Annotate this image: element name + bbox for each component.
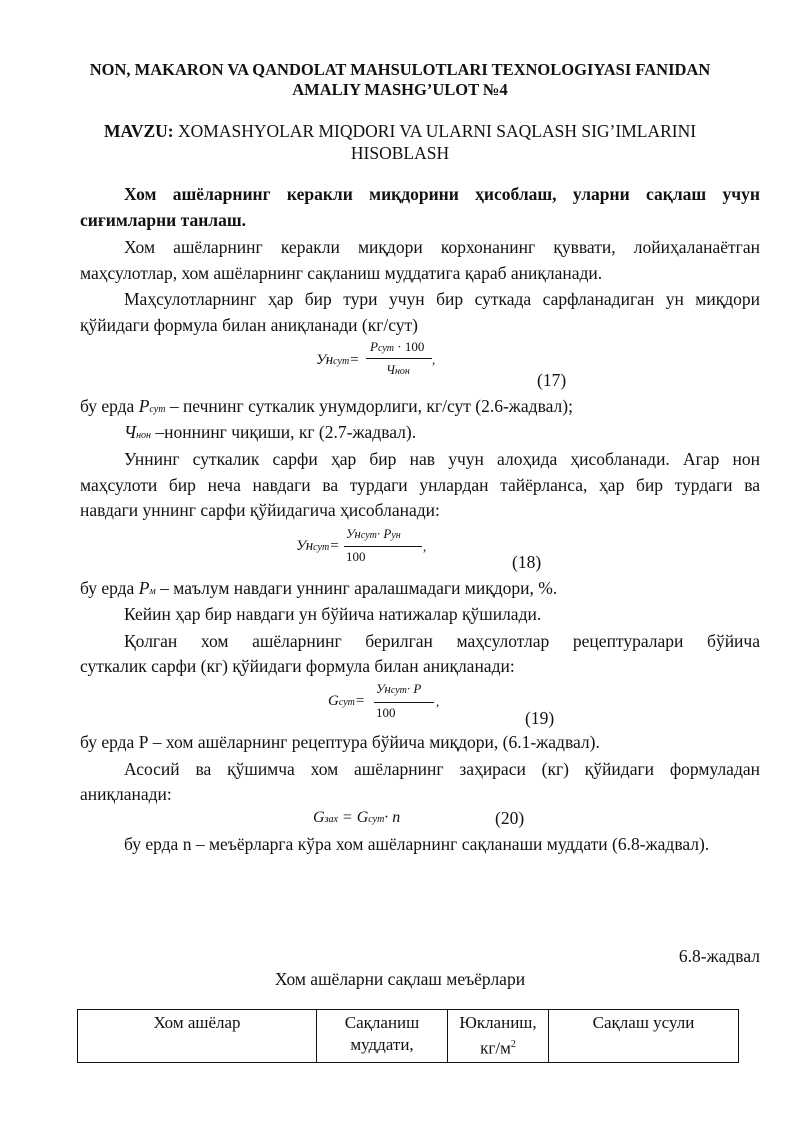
formula-19-numerator: Унсут· Р (376, 681, 422, 696)
formula-17-denominator: Чнон (386, 362, 410, 377)
document-title-line1: NON, MAKARON VA QANDOLAT MAHSULOTLARI TEXNOLOGIYASI FANIDAN (89, 60, 711, 79)
table-header-row (78, 1010, 739, 1063)
paragraph-3-line1: Уннинг суткалик сарфи ҳар бир нав учун алоҳида ҳисобланади. Агар нон (124, 449, 760, 469)
topic-line1 (0, 121, 800, 142)
table-header-cell: Сақлаш усули (549, 1010, 739, 1063)
formula-18-fraction-bar (344, 546, 422, 547)
summation-note: Кейин ҳар бир навдаги ун бўйича натижалар қўшилади. (124, 604, 542, 624)
table-number: 6.8-жадвал (678, 946, 760, 966)
table-caption: Хом ашёларни сақлаш меъёрлари (274, 969, 526, 989)
topic-line2: HISOBLASH (350, 143, 450, 163)
definition-ch-non: Чнон –ноннинг чиқиши, кг (2.7-жадвал). (124, 422, 417, 442)
paragraph-1-line1: Хом ашёларнинг керакли миқдори корхонанинг қуввати, лойиҳаланаётган (124, 237, 760, 257)
formula-20-number: (20) (495, 808, 525, 828)
paragraph-5-line2: аниқланади: (80, 784, 172, 804)
paragraph-4-line2: суткалик сарфи (кг) қўйидаги формула билан аниқланади: (80, 656, 515, 676)
section-heading-line1: Хом ашёларнинг керакли миқдорини ҳисоблаш, уларни сақлаш учун (124, 184, 760, 204)
paragraph-1-line2: маҳсулотлар, хом ашёларнинг сақланиш муддатига қараб аниқланади. (80, 263, 603, 283)
storage-norms-table (77, 1009, 739, 1063)
formula-19-denominator: 100 (376, 705, 396, 720)
formula-17-lhs: Унсут= (316, 352, 360, 368)
table-header-cell: Юкланиш, $кг/м^2$ (448, 1010, 549, 1063)
formula-17-comma: , (432, 352, 436, 367)
definition-p: бу ерда Р – хом ашёларнинг рецептура бўйича миқдори, (6.1-жадвал). (80, 732, 600, 752)
definition-n: бу ерда n – меъёрларга кўра хом ашёларнинг сақланаши муддати (6.8-жадвал). (124, 834, 710, 854)
section-heading-line2: сиғимларни танлаш. (80, 210, 247, 230)
formula-18-number: (18) (512, 552, 542, 572)
table-header-cell: Сақланиш муддати, (317, 1010, 448, 1063)
formula-17-numerator: Рсут · 100 (370, 339, 425, 354)
paragraph-3-line2: маҳсулоти бир неча навдаги ва турдаги унлардан тайёрланса, ҳар бир турдаги ва (80, 475, 760, 495)
topic-text-1: XOMASHYOLAR MIQDORI VA ULARNI SAQLASH SIG’IMLARINI (173, 121, 697, 141)
table-header-cell: Хом ашёлар (78, 1010, 317, 1063)
formula-19-comma: , (436, 694, 440, 709)
definition-p-sut: бу ерда Рсут – печнинг суткалик унумдорлиги, кг/сут (2.6-жадвал); (80, 396, 573, 416)
formula-20-expression: Gзах = Gсут· n (313, 809, 401, 826)
formula-17-number: (17) (537, 370, 567, 390)
formula-19-lhs: Gсут= (328, 693, 365, 709)
topic-label: MAVZU: (103, 121, 174, 141)
formula-17-fraction-bar (366, 358, 432, 359)
paragraph-3-line3: навдаги уннинг сарфи қўйидагича ҳисобланади: (80, 500, 440, 520)
formula-18-comma: , (423, 539, 427, 554)
definition-p-m: бу ерда Рм – маълум навдаги уннинг аралашмадаги миқдори, %. (80, 578, 558, 598)
formula-18-numerator: Унсут· Рун (346, 526, 401, 541)
formula-18-lhs: Унсут= (296, 538, 340, 554)
formula-18-denominator: 100 (346, 549, 366, 564)
paragraph-5-line1: Асосий ва қўшимча хом ашёларнинг заҳираси (кг) қўйидаги формуладан (124, 759, 760, 779)
formula-19-fraction-bar (374, 702, 434, 703)
formula-19-number: (19) (525, 708, 555, 728)
paragraph-2-line2: қўйидаги формула билан аниқланади (кг/сут) (80, 315, 418, 335)
paragraph-2-line1: Маҳсулотларнинг ҳар бир тури учун бир суткада сарфланадиган ун миқдори (124, 289, 760, 309)
paragraph-4-line1: Қолган хом ашёларнинг берилган маҳсулотлар рецептуралари бўйича (124, 631, 760, 651)
document-title-line2: AMALIY MASHG’ULOT №4 (292, 80, 508, 99)
